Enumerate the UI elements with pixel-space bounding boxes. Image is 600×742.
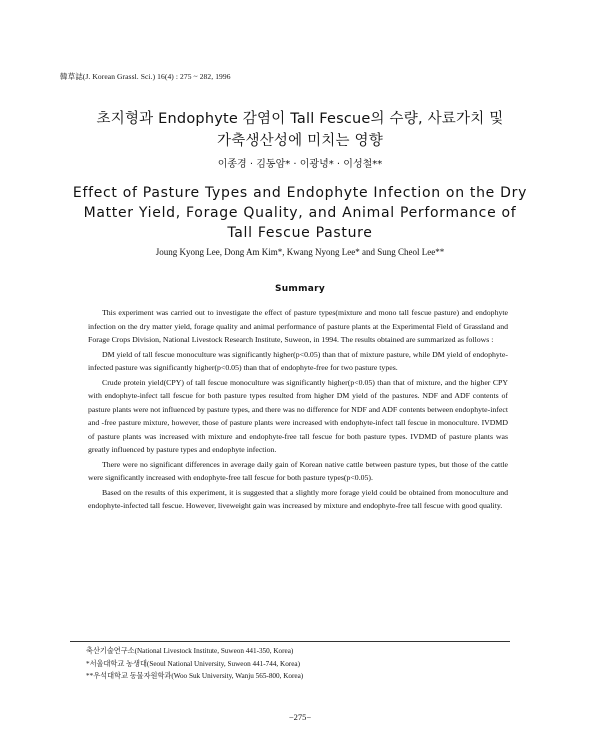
korean-authors: 이종경 · 김동암* · 이광녕* · 이성철** bbox=[217, 159, 383, 170]
summary-paragraph-3: Crude protein yield(CPY) of tall fescue monoculture was significantly higher(p<0.05) than that of mixture, and the higher CPY with endophyte-infect tall fescue for both pasture types resulted from higher DM yield of the pastures. NDF and ADF contents of pasture plants were not influenced by pasture types, and there was no difference for NDF and ADF contents between endophyte-infect and -free pasture mixture, however, those of pasture plants were increased with endophyte-infect tall fescue in monoculture. IVDMD of pasture plants was increased with mixture and endophyte-free tall fescue for both pasture types. IVDMD of pasture plants was greatly influenced by pasture types and endophyte infection. bbox=[88, 377, 508, 454]
summary-heading: Summary bbox=[274, 284, 326, 294]
footnote-affiliation-3: **우석대학교 동물자원학과(Woo Suk University, Wanju 565-800, Korea) bbox=[86, 672, 304, 680]
english-title-line-1: Effect of Pasture Types and Endophyte Infection on the Dry bbox=[72, 185, 528, 201]
footnote-affiliation-1: 축산기술연구소(National Livestock Institute, Suweon 441-350, Korea) bbox=[86, 647, 294, 655]
korean-title-line-1: 초지형과 Endophyte 감염이 Tall Fescue의 수량, 사료가치 및 bbox=[96, 111, 504, 127]
summary-paragraph-2: DM yield of tall fescue monoculture was significantly higher(p<0.05) than that of mixture pasture, while DM yield of endophyte-infected pasture was significantly higher(p<0.05) than that of endophyte-free for two pasture types. bbox=[88, 349, 508, 372]
summary-paragraph-5: Based on the results of this experiment, it is suggested that a slightly more forage yield could be obtained from monoculture and endophyte-infected tall fescue. However, liveweight gain was increased by mixture and endophyte-free tall fescue with good quality. bbox=[88, 487, 508, 510]
korean-title-line-2: 가축생산성에 미치는 영향 bbox=[217, 133, 383, 149]
summary-paragraph-4: There were no significant differences in average daily gain of Korean native cattle between pasture types, but those of the cattle were significantly increased with endophyte-free tall fescue for both pasture types(p<0.05). bbox=[88, 459, 508, 482]
footnote-divider bbox=[70, 641, 510, 642]
summary-paragraph-1: This experiment was carried out to investigate the effect of pasture types(mixture and mono tall fescue pasture) and endophyte infection on the dry matter yield, forage quality and animal performance of pasture plants at the Experimental Field of Grassland and Forage Crops Division, National Livestock Research Institute, Suweon, in 1994. The results obtained are summarized as follows : bbox=[88, 308, 508, 344]
journal-reference: 韓草誌(J. Korean Grassl. Sci.) 16(4) : 275 ~ 282, 1996 bbox=[60, 72, 231, 81]
korean-title bbox=[0, 108, 600, 152]
page-number: −275− bbox=[288, 712, 312, 722]
english-authors: Joung Kyong Lee, Dong Am Kim*, Kwang Nyong Lee* and Sung Cheol Lee** bbox=[155, 247, 445, 257]
english-title-line-3: Tall Fescue Pasture bbox=[227, 225, 373, 241]
summary-body bbox=[88, 306, 508, 514]
footnotes bbox=[86, 645, 303, 683]
footnote-affiliation-2: *서울대학교 농생대(Seoul National University, Suweon 441-744, Korea) bbox=[86, 659, 300, 668]
english-title bbox=[0, 183, 600, 243]
english-title-line-2: Matter Yield, Forage Quality, and Animal Performance of bbox=[83, 205, 517, 221]
